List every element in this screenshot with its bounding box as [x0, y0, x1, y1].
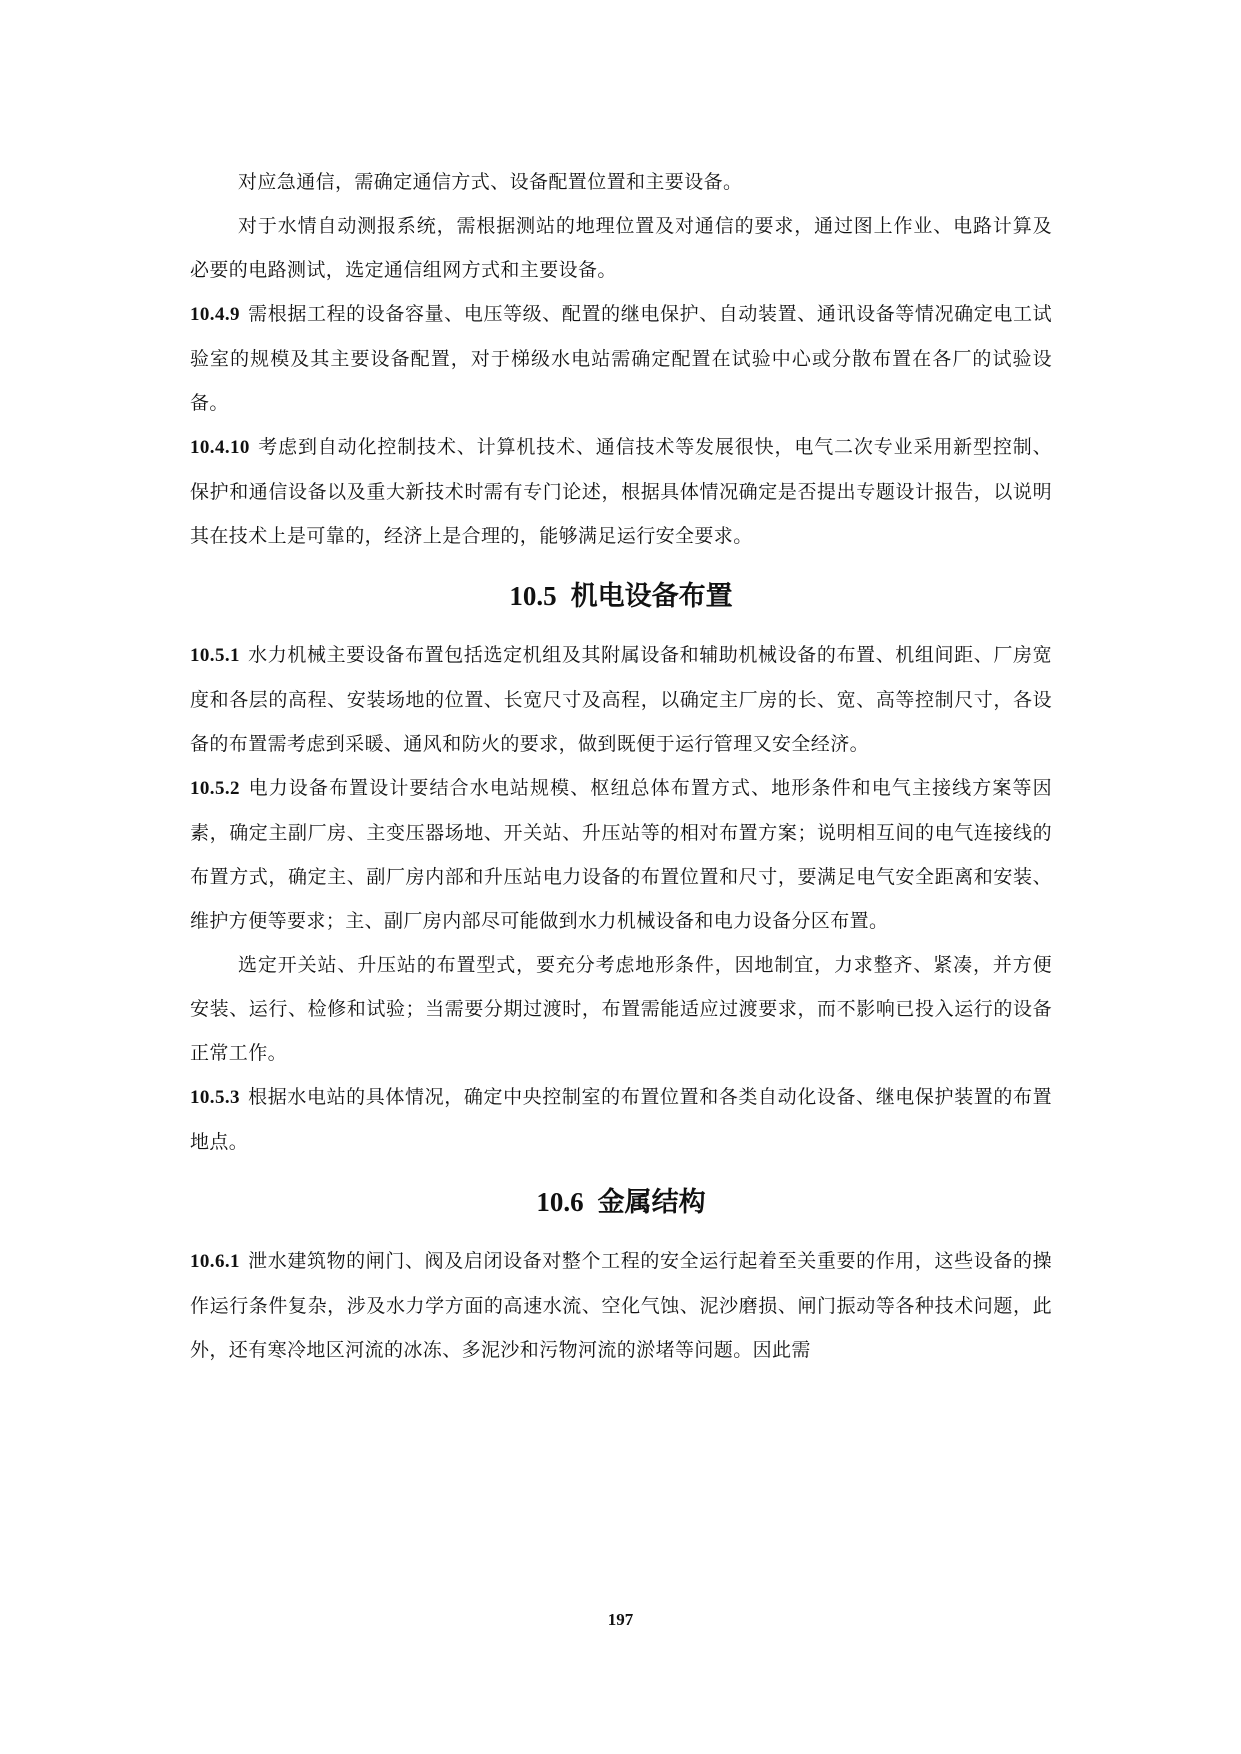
- clause-number: 10.6.1: [190, 1251, 240, 1272]
- page-number: 197: [607, 1610, 634, 1629]
- paragraph-hydrologic-telemetry: [190, 204, 1052, 292]
- clause-number: 10.5.2: [190, 778, 240, 799]
- section-title-text: 金属结构: [597, 1187, 706, 1218]
- clause-number: 10.5.1: [190, 645, 240, 666]
- section-number: 10.5: [509, 581, 557, 611]
- clause-text: 考虑到自动化控制技术、计算机技术、通信技术等发展很快，电气二次专业采用新型控制、保护和通信设备以及重大新技术时需有专门论述，根据具体情况确定是否提出专题设计报告，以说明其在技术上是可靠的，经济上是合理的，能够满足运行安全要求。: [190, 436, 1052, 547]
- section-title-text: 机电设备布置: [570, 581, 733, 612]
- clause-number: 10.4.9: [190, 304, 240, 325]
- clause-10-4-10: [190, 425, 1052, 558]
- paragraph-text: 选定开关站、升压站的布置型式，要充分考虑地形条件，因地制宜，力求整齐、紧凑，并方便安装、运行、检修和试验；当需要分期过渡时，布置需能适应过渡要求，而不影响已投入运行的设备正常工作。: [190, 954, 1052, 1064]
- section-number: 10.6: [536, 1187, 584, 1217]
- clause-10-6-1: [190, 1239, 1052, 1372]
- paragraph-switchyard-layout: [190, 943, 1052, 1075]
- clause-10-5-3: [190, 1075, 1052, 1164]
- paragraph-text: 对应急通信，需确定通信方式、设备配置位置和主要设备。: [238, 171, 743, 193]
- clause-number: 10.4.10: [190, 437, 250, 458]
- clause-text: 泄水建筑物的闸门、阀及启闭设备对整个工程的安全运行起着至关重要的作用，这些设备的操作运行条件复杂，涉及水力学方面的高速水流、空化气蚀、泥沙磨损、闸门振动等各种技术问题，此外，还有寒冷地区河流的冰冻、多泥沙和污物河流的淤堵等问题。因此需: [190, 1250, 1052, 1361]
- clause-text: 根据水电站的具体情况，确定中央控制室的布置位置和各类自动化设备、继电保护装置的布置地点。: [190, 1086, 1052, 1153]
- clause-number: 10.5.3: [190, 1087, 240, 1108]
- clause-10-5-1: [190, 633, 1052, 766]
- paragraph-text: 对于水情自动测报系统，需根据测站的地理位置及对通信的要求，通过图上作业、电路计算及必要的电路测试，选定通信组网方式和主要设备。: [190, 215, 1052, 281]
- page-content: [190, 160, 1052, 1372]
- clause-text: 水力机械主要设备布置包括选定机组及其附属设备和辅助机械设备的布置、机组间距、厂房宽度和各层的高程、安装场地的位置、长宽尺寸及高程，以确定主厂房的长、宽、高等控制尺寸，各设备的布置需考虑到采暖、通风和防火的要求，做到既便于运行管理又安全经济。: [190, 644, 1052, 755]
- section-heading-10-6: [190, 1174, 1052, 1231]
- paragraph-emergency-communication: [190, 160, 1052, 204]
- clause-text: 电力设备布置设计要结合水电站规模、枢纽总体布置方式、地形条件和电气主接线方案等因素，确定主副厂房、主变压器场地、开关站、升压站等的相对布置方案；说明相互间的电气连接线的布置方式，确定主、副厂房内部和升压站电力设备的布置位置和尺寸，要满足电气安全距离和安装、维护方便等要求；主、副厂房内部尽可能做到水力机械设备和电力设备分区布置。: [190, 777, 1052, 932]
- clause-10-4-9: [190, 292, 1052, 425]
- clause-10-5-2: [190, 766, 1052, 943]
- section-heading-10-5: [190, 568, 1052, 625]
- clause-text: 需根据工程的设备容量、电压等级、配置的继电保护、自动装置、通讯设备等情况确定电工试验室的规模及其主要设备配置，对于梯级水电站需确定配置在试验中心或分散布置在各厂的试验设备。: [190, 303, 1052, 414]
